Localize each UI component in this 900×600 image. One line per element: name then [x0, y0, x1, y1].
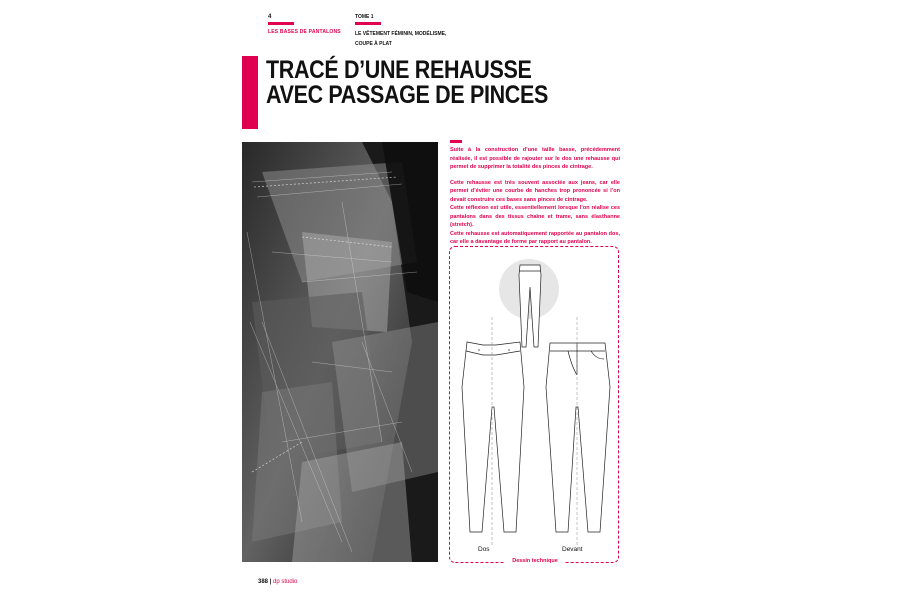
chapter-bar [268, 22, 294, 25]
pattern-photo [242, 142, 438, 562]
label-dos: Dos [478, 546, 490, 553]
body-text [450, 146, 620, 247]
title-accent-block [242, 56, 258, 129]
tome-subtitle-line2: COUPE À PLAT [355, 41, 392, 47]
page-title-line1: TRACÉ D’UNE REHAUSSE [266, 56, 532, 84]
trousers-drawing [450, 247, 620, 564]
chapter-number: 4 [268, 14, 272, 20]
paragraph-3: Cette rehausse est automatiquement rapportée au pantalon dos, car elle a davantage de forme par rapport au pantalon. [450, 230, 620, 245]
page-title-line2: AVEC PASSAGE DE PINCES [266, 81, 548, 109]
section-label: LES BASES DE PANTALONS [268, 29, 341, 35]
tome-subtitle-line1: LE VÊTEMENT FÉMININ, MODÉLISME, [355, 31, 447, 37]
page-number: 388 [258, 579, 269, 585]
technical-drawing-caption: Dessin technique [505, 558, 565, 564]
tome-label: TOME 1 [355, 14, 374, 20]
footer-separator: | [269, 579, 272, 585]
page-footer [258, 579, 297, 585]
intro-paragraph: Suite à la construction d’une taille basse, précédemment réalisée, il est possible de rajouter sur le dos une rehausse qui permet de supprimer la totalité des pinces de cintrage. [450, 147, 620, 170]
tome-bar [355, 22, 381, 25]
tome-subtitle [355, 29, 465, 49]
publisher-name: dp studio [273, 579, 298, 585]
intro-bar [450, 140, 462, 143]
front-trousers [546, 343, 610, 532]
page-title [266, 58, 548, 108]
back-trousers [462, 342, 524, 532]
technical-drawing-box [449, 246, 619, 563]
paragraph-1: Cette rehausse est très souvent associée aux jeans, car elle permet d’éviter une courbe de hanches trop prononcée si l’on devait construire ces bases sans pinces de cintrage. [450, 179, 620, 203]
label-devant: Devant [562, 546, 583, 553]
paragraph-2: Cette réflexion est utile, essentiellement lorsque l’on réalise ces pantalons dans des tissus chaîne et trame, sans élasthanne (stretch). [450, 205, 620, 228]
